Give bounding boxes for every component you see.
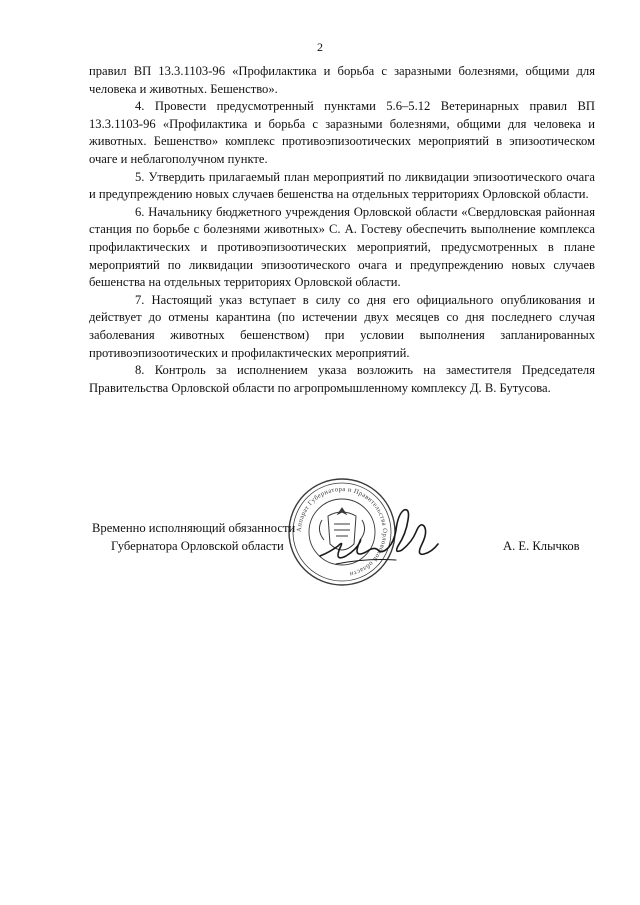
paragraph-item-4: 4. Провести предусмотренный пунктами 5.6–5.12 Ветеринарных правил ВП 13.3.1103-96 «Профилактика и борьба с заразными болезнями, общими для человека и животных. Бешенство» комплекс противоэпизоотических мероприятий в эпизоотическом очаге и неблагополучном пункте.	[89, 99, 595, 166]
signer-position-line2: Губернатора Орловской области	[111, 539, 284, 553]
signer-position-line1: Временно исполняющий обязанности	[92, 521, 296, 535]
paragraph-item-7: 7. Настоящий указ вступает в силу со дня его официального опубликования и действует до отмены карантина (по истечении двух месяцев со дня последнего случая заболевания животных бешенством) при условии выполнения запланированных противоэпизоотических и профилактических мероприятий.	[89, 292, 595, 360]
paragraph-item-6: 6. Начальнику бюджетного учреждения Орловской области «Свердловская районная станция по борьбе с болезнями животных» С. А. Гостеву обеспечить выполнение комплекса профилактических и противоэпизоотических мероприятий, предусмотренных в плане мероприятий по ликвидации эпизоотического очага и предупреждению новых случаев бешенства на отдельных территориях Орловской области.	[89, 204, 595, 290]
signer-name: А. Е. Клычков	[503, 539, 580, 553]
paragraph-continuation: правил ВП 13.3.1103-96 «Профилактика и борьба с заразными болезнями, общими для человека и животных. Бешенство».	[89, 64, 595, 96]
paragraph-item-5: 5. Утвердить прилагаемый план мероприятий по ликвидации эпизоотического очага и предупреждению новых случаев бешенства на отдельных территориях Орловской области.	[89, 169, 595, 202]
paragraph-item-8: 8. Контроль за исполнением указа возложить на заместителя Председателя Правительства Орловской области по агропромышленному комплексу Д. В. Бутусова.	[89, 363, 595, 395]
page-number: 2	[317, 40, 323, 54]
svg-text:Аппарат Губернатора и Правител: Аппарат Губернатора и Правительства Орловской области	[295, 485, 389, 578]
document-body	[89, 63, 595, 397]
signature-scribble	[316, 506, 456, 578]
